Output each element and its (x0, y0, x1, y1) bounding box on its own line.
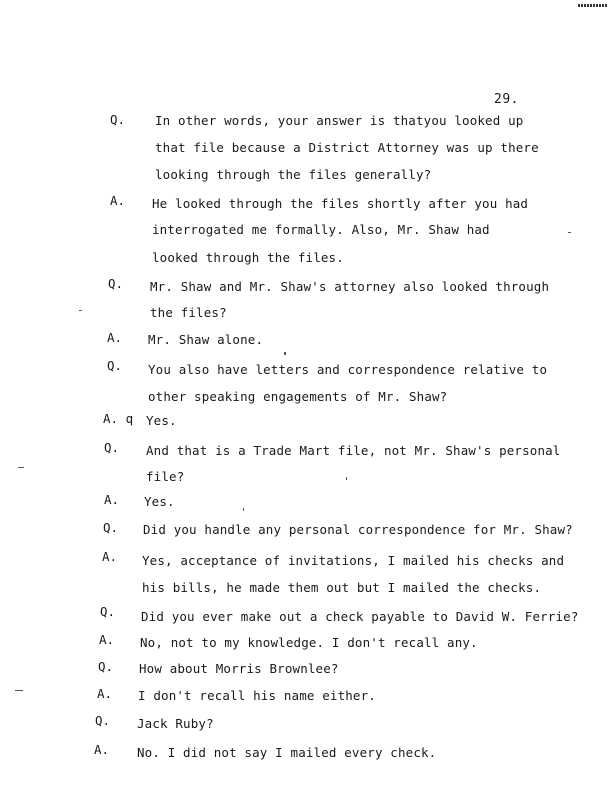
testimony-line: the files? (150, 305, 227, 320)
scan-speck (346, 477, 347, 480)
speaker-label: Q. (110, 112, 126, 127)
testimony-line: looked through the files. (152, 250, 344, 265)
testimony-line: Mr. Shaw and Mr. Shaw's attorney also looked through (150, 279, 550, 294)
speaker-label: A. (97, 686, 113, 701)
speaker-label: A. (110, 193, 126, 208)
testimony-line: file? (146, 469, 185, 484)
testimony-line: interrogated me formally. Also, Mr. Shaw had (152, 222, 490, 237)
speaker-label: A. (99, 632, 115, 647)
testimony-line: Yes. (146, 413, 177, 428)
testimony-line: Yes. (144, 494, 175, 509)
testimony-line: I don't recall his name either. (138, 688, 376, 703)
testimony-line: No, not to my knowledge. I don't recall any. (140, 635, 478, 650)
scan-speck (79, 310, 82, 311)
scan-speck (18, 467, 24, 468)
testimony-line: Jack Ruby? (137, 716, 214, 731)
testimony-line: And that is a Trade Mart file, not Mr. Shaw's personal (146, 443, 561, 458)
speaker-label: A. q (103, 411, 134, 426)
testimony-line: Mr. Shaw alone. (148, 332, 264, 347)
testimony-line: In other words, your answer is thatyou looked up (155, 113, 524, 128)
speaker-label: Q. (98, 659, 114, 674)
speaker-label: A. (94, 742, 110, 757)
speaker-label: Q. (108, 276, 124, 291)
speaker-label: Q. (103, 520, 119, 535)
scan-mark (578, 4, 608, 7)
testimony-line: Yes, acceptance of invitations, I mailed his checks and (142, 553, 565, 568)
speaker-label: Q. (100, 604, 116, 619)
testimony-line: He looked through the files shortly after you had (152, 196, 529, 211)
scan-speck (568, 232, 571, 233)
testimony-line: Did you handle any personal correspondence for Mr. Shaw? (143, 522, 573, 537)
scan-speck (15, 690, 23, 691)
speaker-label: A. (104, 492, 120, 507)
speaker-label: A. (107, 330, 123, 345)
testimony-line: that file because a District Attorney was up there (155, 140, 539, 155)
testimony-line: You also have letters and correspondence relative to (148, 362, 548, 377)
testimony-line: Did you ever make out a check payable to David W. Ferrie? (141, 609, 579, 624)
testimony-line: other speaking engagements of Mr. Shaw? (148, 389, 448, 404)
speaker-label: Q. (104, 440, 120, 455)
testimony-line: No. I did not say I mailed every check. (137, 745, 437, 760)
testimony-line: his bills, he made them out but I mailed the checks. (142, 580, 542, 595)
testimony-line: looking through the files generally? (155, 167, 432, 182)
scan-speck (243, 508, 244, 511)
scan-speck (284, 352, 286, 355)
speaker-label: Q. (107, 358, 123, 373)
speaker-label: A. (102, 549, 118, 564)
speaker-label: Q. (95, 713, 111, 728)
page-number: 29. (494, 92, 519, 107)
testimony-line: How about Morris Brownlee? (139, 661, 339, 676)
